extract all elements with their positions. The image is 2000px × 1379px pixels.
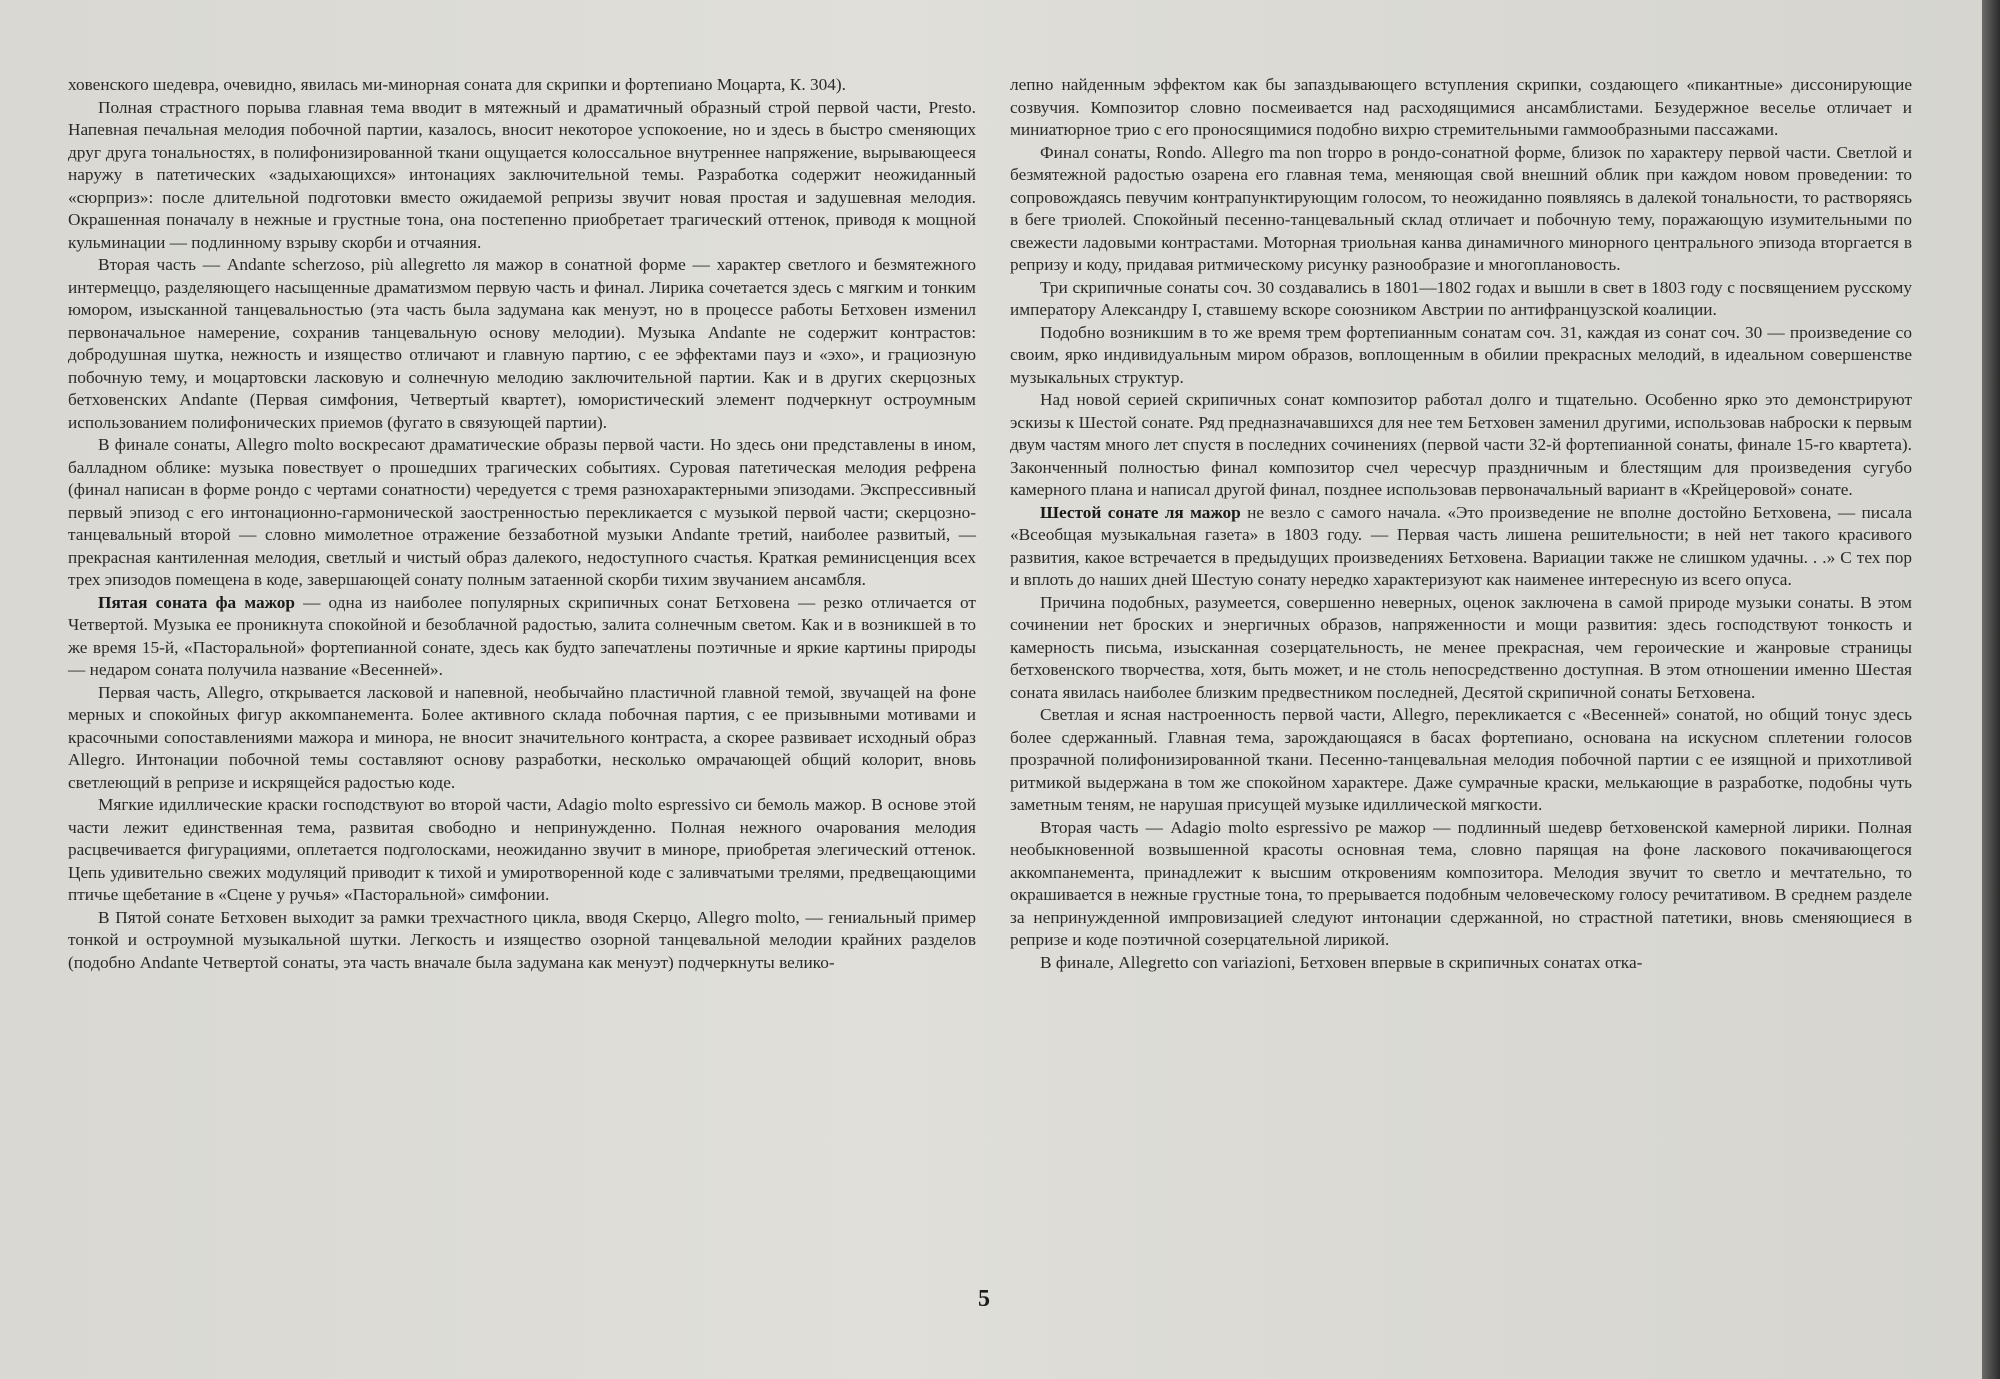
paragraph: [1010, 74, 1912, 142]
paragraph-text: Вторая часть — Andante scherzoso, più allegretto ля мажор в сонатной форме — характер светлого и безмятежного интермеццо, разделяющего насыщенные драматизмом первую часть и финал. Лирика сочетается здесь с мягким и тонким юмором, изысканной танцевальностью (эта часть была задумана как менуэт, но в процессе работы Бетховен изменил первоначальное намерение, сохранив танцевальную основу мелодии). Музыка Andante не содержит контрастов: добродушная шутка, нежность и изящество отличают и главную партию, с ее эффектами пауз и «эхо», и грациозную побочную тему, и моцартовски ласковую и солнечную мелодию заключительной партии. Как и в других скерцозных бетховенских Andante (Первая симфония, Четвертый квартет), юмористический элемент подчеркнут остроумным использованием полифонических приемов (фугато в связующей партии).: [68, 255, 976, 432]
paragraph-text: — одна из наиболее популярных скрипичных сонат Бетховена — резко отличается от Четвертой. Музыка ее проникнута спокойной и безоблачной радостью, залита солнечным светом. Как и в возникшей в то же время 15-й, «Пасторальной» фортепианной сонате, здесь как будто запечатлены поэтичные и яркие картины природы — недаром соната получила название «Весенней».: [68, 592, 976, 679]
page-number: 5: [978, 1286, 990, 1312]
paragraph: [1010, 142, 1912, 277]
paragraph-text: Финал сонаты, Rondo. Allegro ma non troppo в рондо-сонатной форме, близок по характеру первой части. Светлой и безмятежной радостью озарена его главная тема, меняющая свой внешний облик при каждом новом проведении: то сопровождаясь певучим контрапунктирующим голосом, то неожиданно появляясь в далекой тональности, то растворяясь в беге триолей. Спокойный песенно-танцевальный склад отличает и побочную тему, поражающую изумительными по свежести ладовыми контрастами. Моторная триольная канва динамичного минорного центрального эпизода вторгается в репризу и коду, придавая ритмическому рисунку разнообразие и многоплановость.: [1010, 142, 1912, 274]
paragraph: [68, 794, 976, 907]
paragraph: [1010, 592, 1912, 705]
paragraph: [1010, 502, 1912, 592]
paragraph-text: Полная страстного порыва главная тема вводит в мятежный и драматичный образный строй первой части, Presto. Напевная печальная мелодия побочной партии, казалось, вносит некоторое успокоение, но и здесь в быстро сменяющих друг друга тональностях, в полифонизированной ткани ощущается колоссальное внутреннее напряжение, вырывающееся наружу в патетических «задыхающихся» интонациях заключительной темы. Разработка содержит неожиданный «сюрприз»: после длительной подготовки вместо ожидаемой репризы звучит новая простая и задушевная мелодия. Окрашенная поначалу в нежные и грустные тона, она постепенно приобретает трагический оттенок, приводя к мощной кульминации — подлинному взрыву скорби и отчаяния.: [68, 97, 976, 252]
paragraph-text: Мягкие идиллические краски господствуют во второй части, Adagio molto espressivo си бемоль мажор. В основе этой части лежит единственная тема, развитая свободно и непринужденно. Полная нежного очарования мелодия расцвечивается фигурациями, оплетается подголосками, неожиданно звучит в миноре, приобретая элегический оттенок. Цепь удивительно свежих модуляций приводит к тихой и умиротворенной коде с заливчатыми трелями, предвещающими птичье щебетание в «Сцене у ручья» «Пасторальной» симфонии.: [68, 795, 976, 904]
paragraph: [1010, 322, 1912, 390]
paragraph-text: Подобно возникшим в то же время трем фортепианным сонатам соч. 31, каждая из сонат соч. 30 — произведение со своим, ярко индивидуальным миром образов, воплощенным в обилии прекрасных мелодий, в идеальном совершенстве музыкальных структур.: [1010, 322, 1912, 387]
paragraph-text: Первая часть, Allegro, открывается ласковой и напевной, необычайно пластичной главной темой, звучащей на фоне мерных и спокойных фигур аккомпанемента. Более активного склада побочная партия, с ее призывными мотивами и красочными сопоставлениями мажора и минора, не вносит значительного контраста, а скорее развивает исходный образ Allegro. Интонации побочной темы составляют основу разработки, несколько омрачающей общий колорит, вновь светлеющий в репризе и искрящейся радостью коде.: [68, 682, 976, 792]
paragraph: [68, 74, 976, 97]
paragraph: [1010, 952, 1912, 975]
paragraph: [1010, 389, 1912, 502]
paragraph: [68, 254, 976, 434]
paragraph-heading: Пятая соната фа мажор: [98, 592, 295, 612]
paragraph-text: В финале, Allegretto con variazioni, Бетховен впервые в скрипичных сонатах отка-: [1040, 952, 1643, 972]
paragraph: [68, 682, 976, 795]
right-text-column: [1010, 74, 1912, 974]
paragraph-text: не везло с самого начала. «Это произведение не вполне достойно Бетховена, — писала «Всеобщая музыкальная газета» в 1803 году. — Первая часть лишена решительности; в ней нет такого красивого развития, какое встречается в предыдущих произведениях Бетховена. Вариации также не слишком удачны. . .» С тех пор и вплоть до наших дней Шестую сонату нередко характеризуют как наименее интересную из всего опуса.: [1010, 502, 1912, 589]
page-edge-shadow: [1982, 0, 2000, 1379]
paragraph: [68, 434, 976, 592]
paragraph-text: ховенского шедевра, очевидно, явилась ми-минорная соната для скрипки и фортепиано Моцарта, К. 304).: [68, 75, 846, 94]
paragraph: [1010, 817, 1912, 952]
paragraph: [68, 97, 976, 255]
paragraph-text: Три скрипичные сонаты соч. 30 создавались в 1801—1802 годах и вышли в свет в 1803 году с посвящением русскому императору Александру I, ставшему вскоре союзником Австрии по антифранцузской коалиции.: [1010, 277, 1912, 319]
paragraph: [1010, 704, 1912, 817]
paragraph: [68, 592, 976, 682]
paragraph-text: Светлая и ясная настроенность первой части, Allegro, перекликается с «Весенней» сонатой, но общий тонус здесь более сдержанный. Главная тема, зарождающаяся в басах фортепиано, основана на искусном сплетении голосов прозрачной полифонизированной ткани. Песенно-танцевальная мелодия побочной партии с ее изящной и прихотливой ритмикой выдержана в том же спокойном характере. Даже сумрачные краски, мелькающие в разработке, подобны чуть заметным теням, не нарушая присущей музыке идиллической мягкости.: [1010, 705, 1912, 814]
paragraph-text: В Пятой сонате Бетховен выходит за рамки трехчастного цикла, вводя Скерцо, Allegro molto, — гениальный пример тонкой и остроумной музыкальной шутки. Легкость и изящество озорной танцевальной мелодии крайних разделов (подобно Andante Четвертой сонаты, эта часть вначале была задумана как менуэт) подчеркнуты велико-: [68, 907, 976, 972]
paragraph: [68, 907, 976, 975]
paragraph-text: Причина подобных, разумеется, совершенно неверных, оценок заключена в самой природе музыки сонаты. В этом сочинении нет броских и энергичных образов, напряженности и мощи развития: здесь господствуют тонкость и камерность письма, изысканная созерцательность, не менее прекрасная, чем героические и жанровые страницы бетховенского творчества, хотя, быть может, и не столь непосредственно доступная. В этом отношении именно Шестая соната явилась наиболее близким предвестником последней, Десятой скрипичной сонаты Бетховена.: [1010, 592, 1912, 702]
paragraph-text: лепно найденным эффектом как бы запаздывающего вступления скрипки, создающего «пикантные» диссонирующие созвучия. Композитор словно посмеивается над расходящимися ансамблистами. Безудержное веселье отличает и миниатюрное трио с его проносящимися подобно вихрю стремительными гаммообразными пассажами.: [1010, 75, 1912, 139]
paragraph: [1010, 277, 1912, 322]
paragraph-text: Вторая часть — Adagio molto espressivo ре мажор — подлинный шедевр бетховенской камерной лирики. Полная необыкновенной возвышенной красоты основная тема, словно парящая на фоне ласкового покачивающегося аккомпанемента, принадлежит к высшим откровениям композитора. Мелодия звучит то светло и мечтательно, то окрашивается в нежные грустные тона, то прерывается подобным человеческому голосу речитативом. В среднем разделе за непринужденной импровизацией следуют интонации сдержанной, но страстной патетики, вновь сменяющиеся в репризе и коде поэтичной созерцательной лирикой.: [1010, 817, 1912, 949]
left-text-column: [68, 74, 976, 974]
paragraph-text: Над новой серией скрипичных сонат композитор работал долго и тщательно. Особенно ярко это демонстрируют эскизы к Шестой сонате. Ряд предназначавшихся для нее тем Бетховен заменил другими, использовав наброски к первым двум частям много лет спустя в последних сочинениях (первой части 32-й фортепианной сонаты, финале 15-го квартета). Законченный полностью финал композитор счел чересчур праздничным и блестящим для произведения сугубо камерного плана и написал другой финал, позднее использовав первоначальный вариант в «Крейцеровой» сонате.: [1010, 390, 1912, 499]
paragraph-heading: Шестой сонате ля мажор: [1040, 502, 1241, 522]
paragraph-text: В финале сонаты, Allegro molto воскресают драматические образы первой части. Но здесь они представлены в ином, балладном облике: музыка повествует о прошедших трагических событиях. Суровая патетическая мелодия рефрена (финал написан в форме рондо с чертами сонатности) чередуется с тремя разнохарактерными эпизодами. Экспрессивный первый эпизод с его интонационно-гармонической заостренностью перекликается с музыкой первой части; скерцозно-танцевальный второй — словно мимолетное отражение беззаботной музыки Andante третий, наиболее развитый, — прекрасная кантиленная мелодия, светлый и чистый образ далекого, недоступного счастья. Краткая реминисценция всех трех эпизодов помещена в коде, завершающей сонату полным затаенной скорби тихим звучанием ансамбля.: [68, 435, 976, 589]
